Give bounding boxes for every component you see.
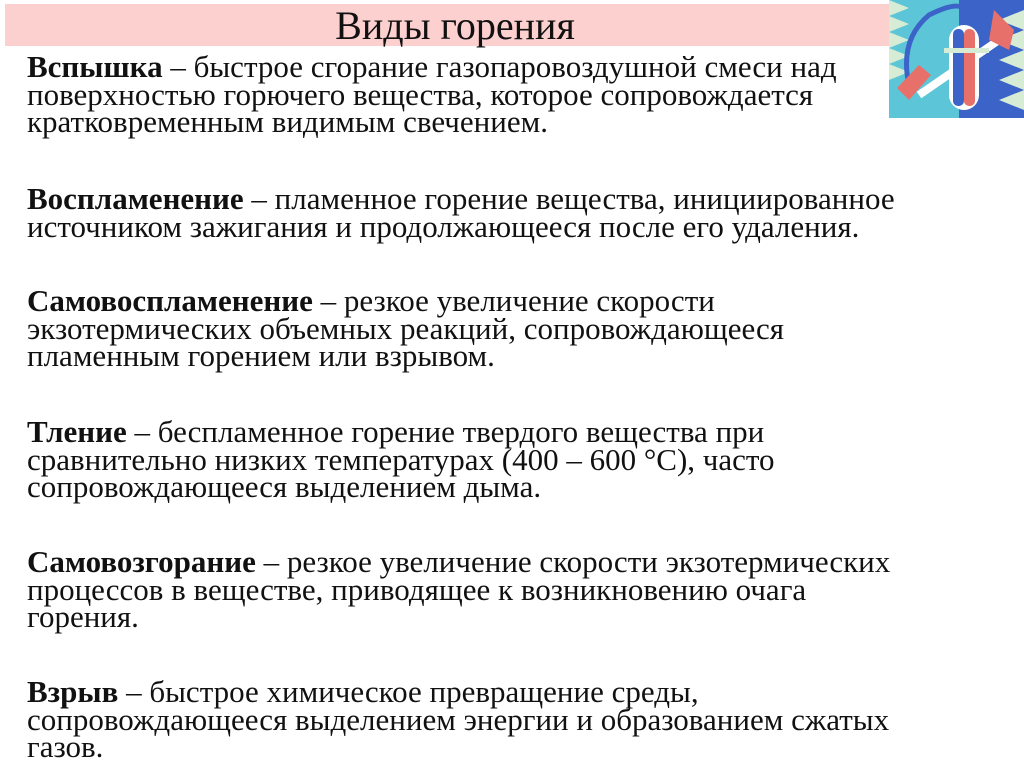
definition-text: сравнительно низких температурах (400 – 600 °С), часто	[27, 441, 775, 477]
definition-paragraph	[27, 181, 895, 244]
definition-text: сопровождающееся выделением дыма.	[27, 469, 542, 504]
definition-text: сопровождающееся выделением энергии и образованием сжатых	[27, 701, 890, 737]
slide-title: Виды горения	[335, 3, 575, 48]
definition-text: пламенным горением или взрывом.	[27, 338, 495, 373]
definition-term: Воспламенение	[27, 181, 244, 216]
definition-paragraph	[27, 674, 890, 764]
definition-text: источником зажигания и продолжающееся после его удаления.	[27, 208, 860, 244]
definition-paragraph	[27, 283, 785, 373]
definition-paragraph	[27, 544, 891, 634]
definition-text: поверхностью горючего вещества, которое сопровождается	[27, 76, 814, 112]
definition-line	[27, 729, 889, 764]
definition-term: Тление	[27, 414, 127, 449]
definition-text: – резкое увеличение скорости экзотермических	[255, 544, 891, 579]
definition-term: Вспышка	[27, 49, 163, 84]
definition-line	[27, 208, 895, 244]
definition-line	[27, 599, 890, 634]
definition-term: Самовозгорание	[27, 544, 256, 579]
definition-line	[27, 571, 890, 607]
definition-text: экзотермических объемных реакций, сопровождающееся	[27, 310, 785, 346]
definition-text: процессов в веществе, приводящее к возникновению очага	[27, 571, 807, 607]
definition-line	[27, 469, 775, 504]
definition-text: – пламенное горение вещества, инициированное	[243, 181, 895, 216]
definition-text: – быстрое химическое превращение среды,	[118, 674, 699, 709]
title-band	[5, 4, 905, 46]
definition-line	[27, 104, 837, 139]
definition-text: – быстрое сгорание газопаровоздушной смеси над	[162, 49, 837, 84]
definition-text: газов.	[27, 729, 104, 764]
definition-text: – беспламенное горение твердого вещества при	[126, 414, 765, 449]
definition-term: Взрыв	[27, 674, 119, 709]
definition-text: горения.	[27, 599, 139, 634]
definition-line	[27, 338, 784, 373]
definition-text: – резкое увеличение скорости	[312, 283, 715, 318]
definition-text: кратковременным видимым свечением.	[27, 104, 548, 139]
definition-term: Самовоспламенение	[27, 283, 313, 318]
definition-paragraph	[27, 414, 775, 504]
fire-extinguisher-clipart-icon	[889, 0, 1024, 118]
definition-line	[27, 701, 890, 737]
definition-paragraph	[27, 49, 837, 139]
